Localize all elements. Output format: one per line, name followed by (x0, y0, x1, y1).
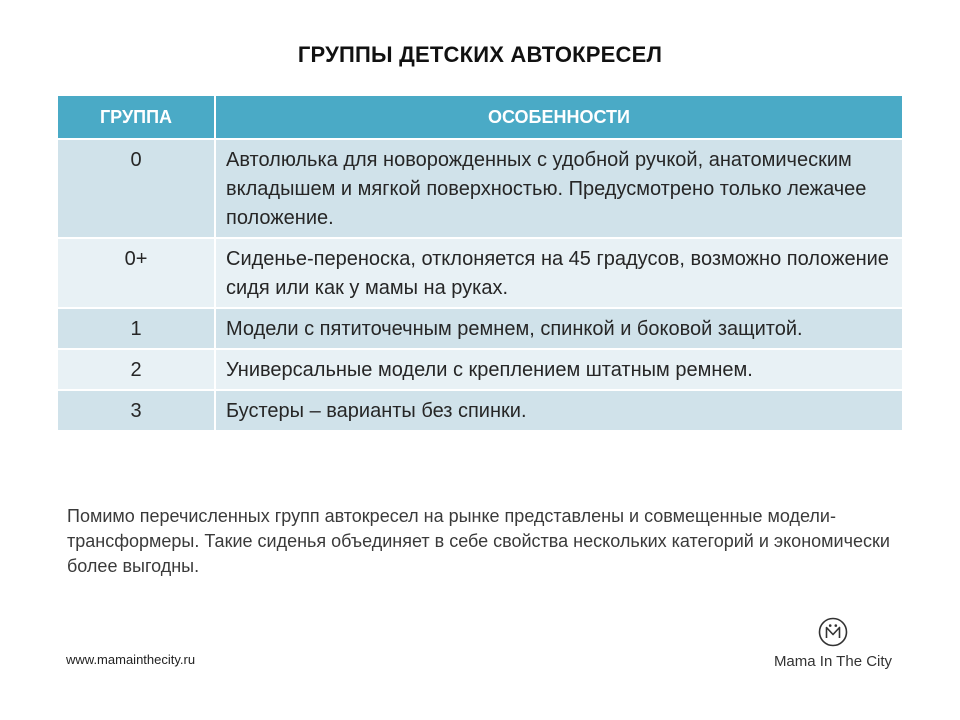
note-paragraph: Помимо перечисленных групп автокресел на рынке представлены и совмещенные модели-трансформеры. Такие сиденья объединяет в себе свойства нескольких категорий и экономически более выгодны. (67, 506, 890, 576)
car-seat-groups-table (58, 96, 902, 430)
group-cell: 0 (58, 139, 215, 238)
table-row (58, 308, 902, 349)
brand-name: Mama In The City (773, 653, 893, 670)
table-row (58, 390, 902, 430)
table-row (58, 349, 902, 390)
group-cell: 1 (58, 308, 215, 349)
features-cell: Универсальные модели с креплением штатным ремнем. (215, 349, 902, 390)
mama-in-the-city-logo-icon (818, 617, 848, 647)
table-header-row (58, 96, 902, 139)
features-cell: Модели с пятиточечным ремнем, спинкой и боковой защитой. (215, 308, 902, 349)
features-cell: Сиденье-переноска, отклоняется на 45 градусов, возможно положение сидя или как у мамы на руках. (215, 238, 902, 308)
group-cell: 3 (58, 390, 215, 430)
table-row (58, 139, 902, 238)
website-url[interactable]: www.mamainthecity.ru (66, 652, 196, 667)
group-cell: 2 (58, 349, 215, 390)
group-cell: 0+ (58, 238, 215, 308)
features-cell: Автолюлька для новорожденных с удобной ручкой, анатомическим вкладышем и мягкой поверхностью. Предусмотрено только лежачее положение. (215, 139, 902, 238)
table-row (58, 238, 902, 308)
column-header-group: ГРУППА (58, 96, 215, 139)
page-title: ГРУППЫ ДЕТСКИХ АВТОКРЕСЕЛ (297, 42, 663, 67)
features-cell: Бустеры – варианты без спинки. (215, 390, 902, 430)
column-header-features: ОСОБЕННОСТИ (215, 96, 902, 139)
